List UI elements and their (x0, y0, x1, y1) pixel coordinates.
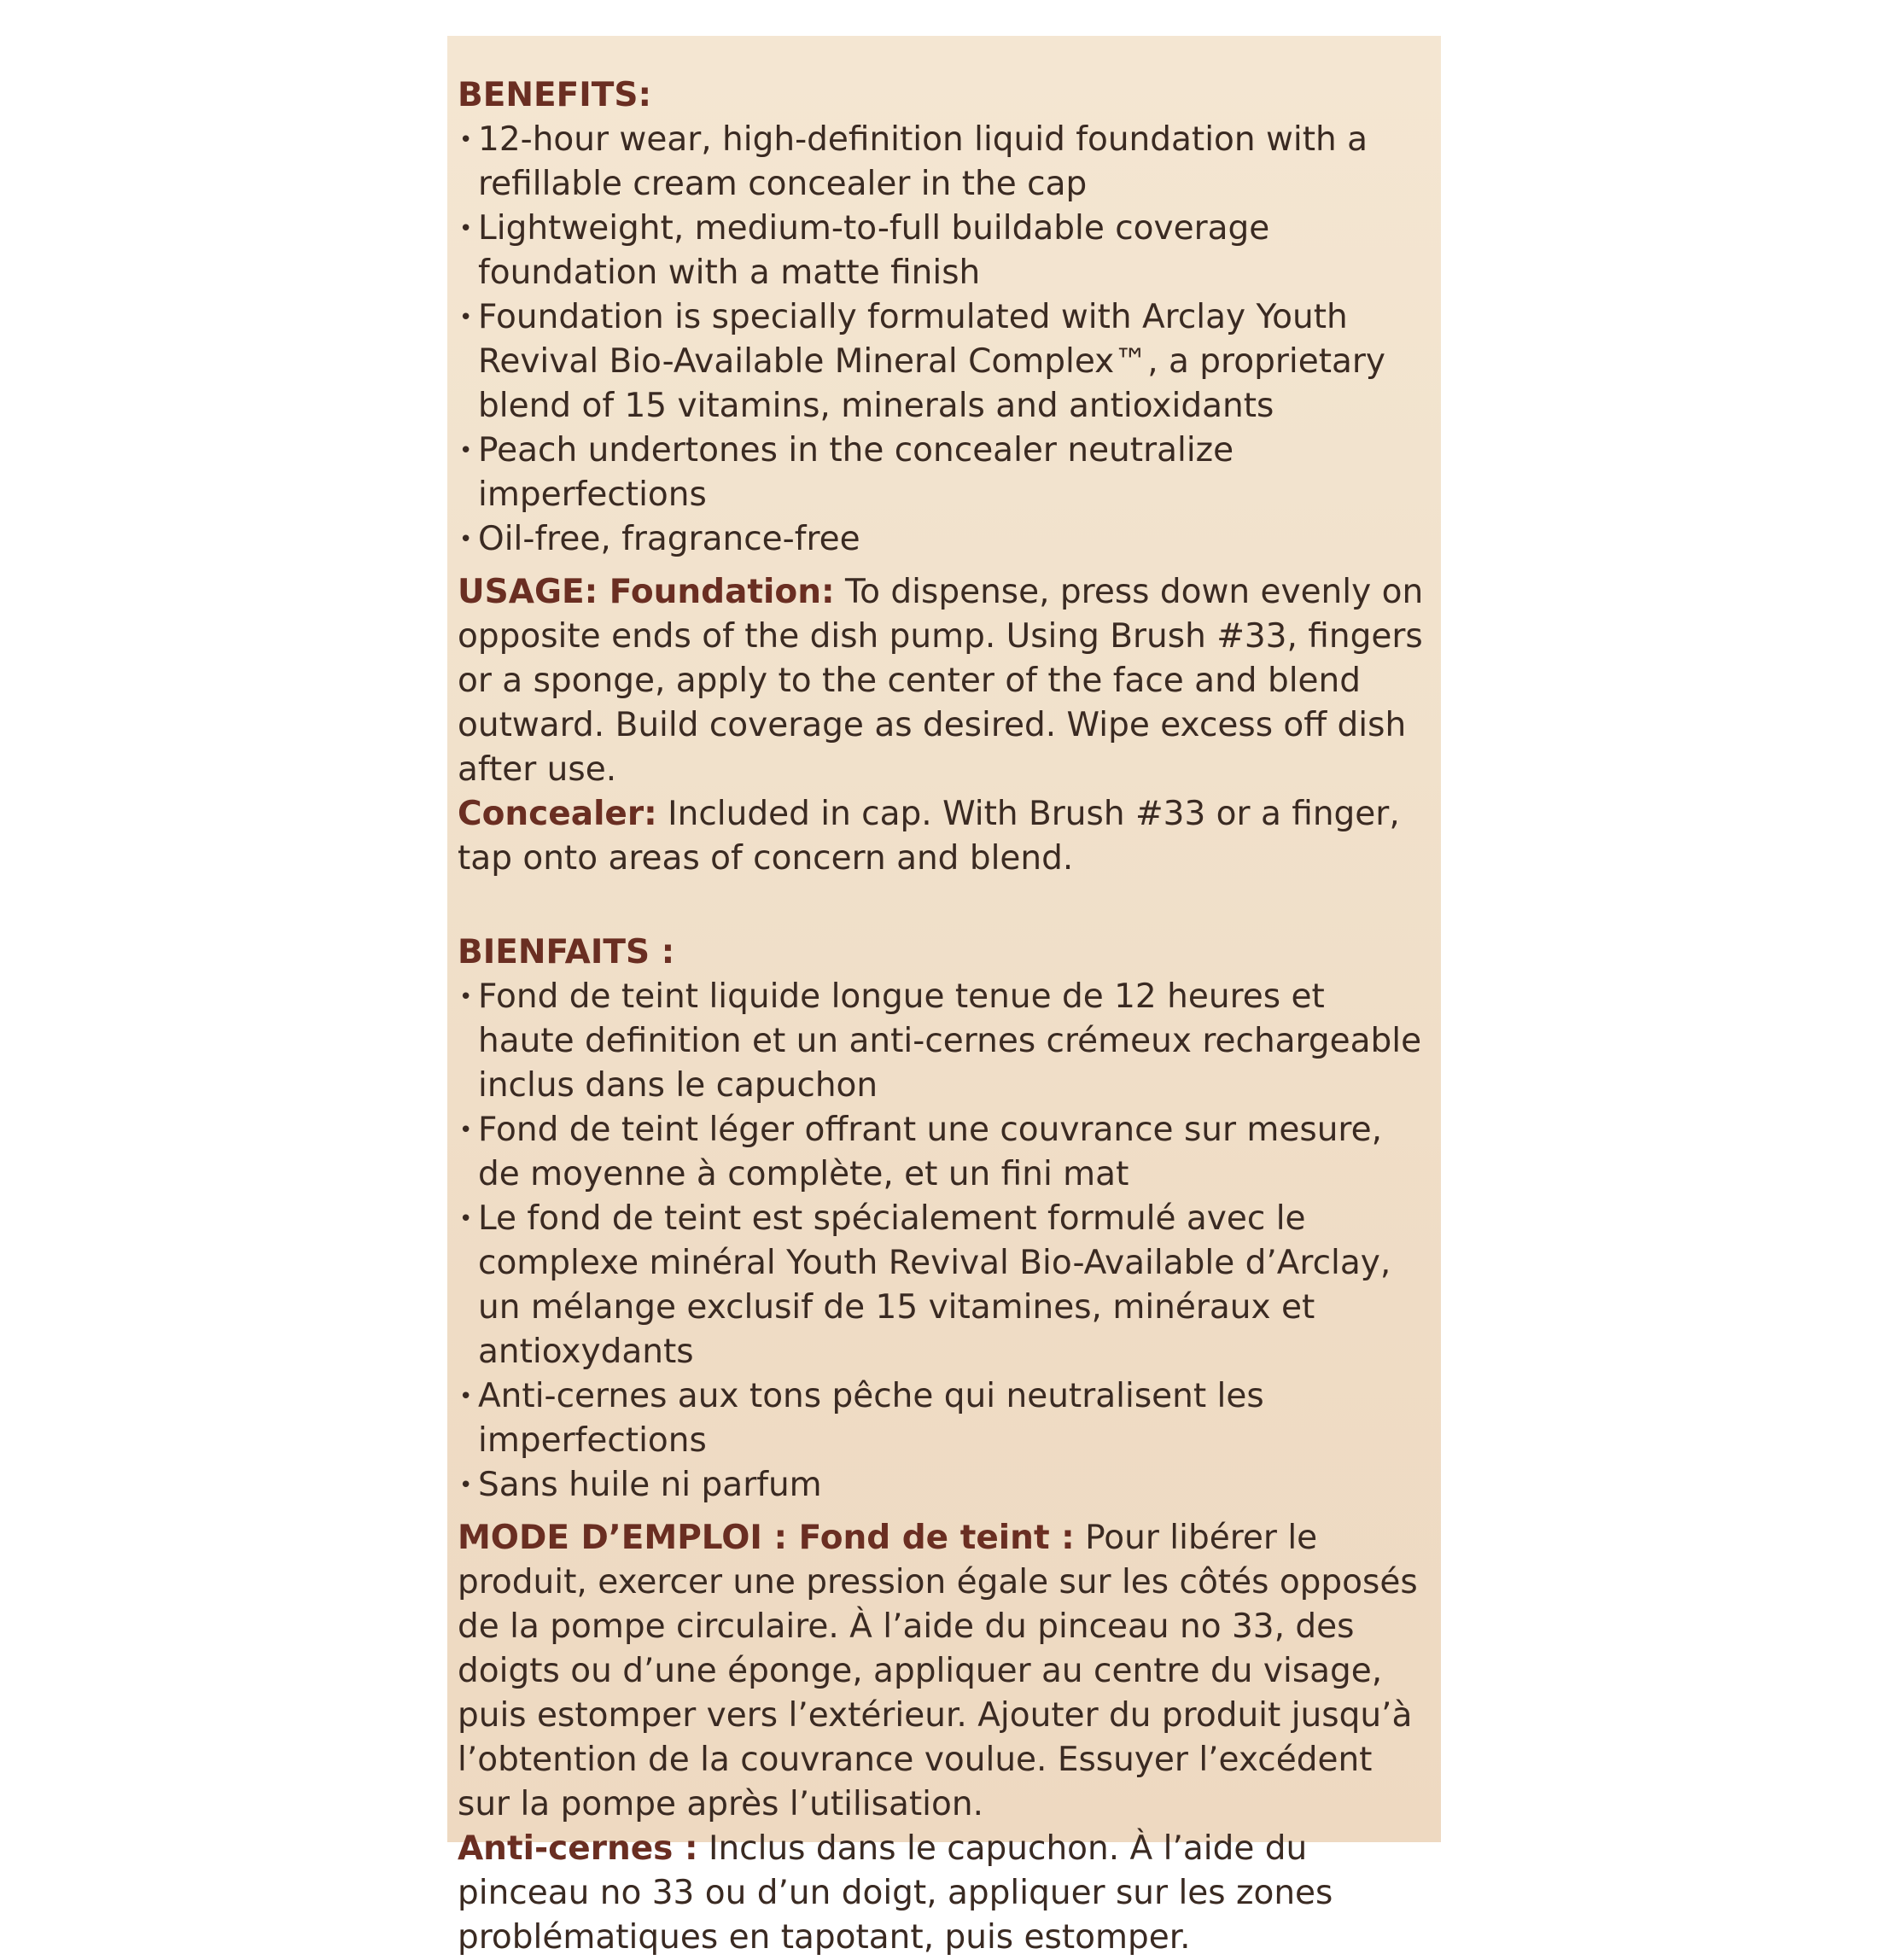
list-item: • Foundation is specially formulated with Arclay Youth Revival Bio-Available Mineral Complex™, a proprietary blend of 15 vitamins, minerals and antioxidants (458, 295, 1426, 429)
product-info-panel (447, 36, 1441, 1957)
bienfaits-heading: BIENFAITS : (458, 933, 675, 971)
list-item: • Peach undertones in the concealer neutralize imperfections (458, 429, 1426, 517)
list-item: • 12-hour wear, high-definition liquid foundation with a refillable cream concealer in the cap (458, 118, 1426, 207)
bullet-icon: • (459, 1473, 473, 1498)
anti-cernes-label: Anti-cernes : (458, 1829, 698, 1868)
bullet-icon: • (459, 305, 473, 330)
bullet-icon: • (459, 984, 473, 1010)
bullet-icon: • (459, 1384, 473, 1409)
anti-cernes-paragraph (458, 1827, 1426, 1960)
bienfaits-list (458, 975, 1426, 1508)
concealer-paragraph (458, 792, 1426, 881)
list-item: • Le fond de teint est spécialement formulé avec le complexe minéral Youth Revival Bio-Available d’Arclay, un mélange exclusif de 15 vitamines, minéraux et antioxydants (458, 1197, 1426, 1374)
bullet-icon: • (459, 127, 473, 153)
mode-emploi-label: MODE D’EMPLOI : Fond de teint : (458, 1519, 1075, 1557)
bullet-icon: • (459, 1117, 473, 1143)
usage-label: USAGE: Foundation: (458, 573, 835, 611)
mode-emploi-text: Pour libérer le produit, exercer une pression égale sur les côtés opposés de la pompe circulaire. À l’aide du pinceau no 33, des doigts ou d’une éponge, appliquer au centre du visage, puis estomper vers l’extérieur. Ajouter du produit jusqu’à l’obtention de la couvrance voulue. Essuyer l’excédent sur la pompe après l’utilisation. (458, 1519, 1418, 1823)
concealer-label: Concealer: (458, 795, 657, 833)
list-item: • Fond de teint léger offrant une couvrance sur mesure, de moyenne à complète, et un fini mat (458, 1108, 1426, 1197)
benefits-heading: BENEFITS: (458, 76, 652, 114)
usage-text: To dispense, press down evenly on opposite ends of the dish pump. Using Brush #33, fingers or a sponge, apply to the center of the face and blend outward. Build coverage as desired. Wipe excess off dish after use. (458, 573, 1424, 789)
anti-cernes-text: Inclus dans le capuchon. À l’aide du pinceau no 33 ou d’un doigt, appliquer sur les zones problématiques en tapotant, puis estomper. (458, 1829, 1333, 1957)
list-item: • Sans huile ni parfum (458, 1463, 1426, 1508)
usage-paragraph (458, 570, 1426, 792)
list-item: • Fond de teint liquide longue tenue de 12 heures et haute definition et un anti-cernes crémeux rechargeable inclus dans le capuchon (458, 975, 1426, 1108)
section-spacer (458, 881, 1426, 930)
list-item: • Lightweight, medium-to-full buildable coverage foundation with a matte finish (458, 207, 1426, 295)
bullet-icon: • (459, 216, 473, 242)
bullet-icon: • (459, 527, 473, 552)
benefits-list (458, 118, 1426, 562)
list-item: • Oil-free, fragrance-free (458, 517, 1426, 562)
bullet-icon: • (459, 438, 473, 464)
list-item: • Anti-cernes aux tons pêche qui neutralisent les imperfections (458, 1374, 1426, 1463)
bullet-icon: • (459, 1206, 473, 1232)
concealer-text: Included in cap. With Brush #33 or a finger, tap onto areas of concern and blend. (458, 795, 1400, 878)
mode-emploi-paragraph (458, 1516, 1426, 1827)
